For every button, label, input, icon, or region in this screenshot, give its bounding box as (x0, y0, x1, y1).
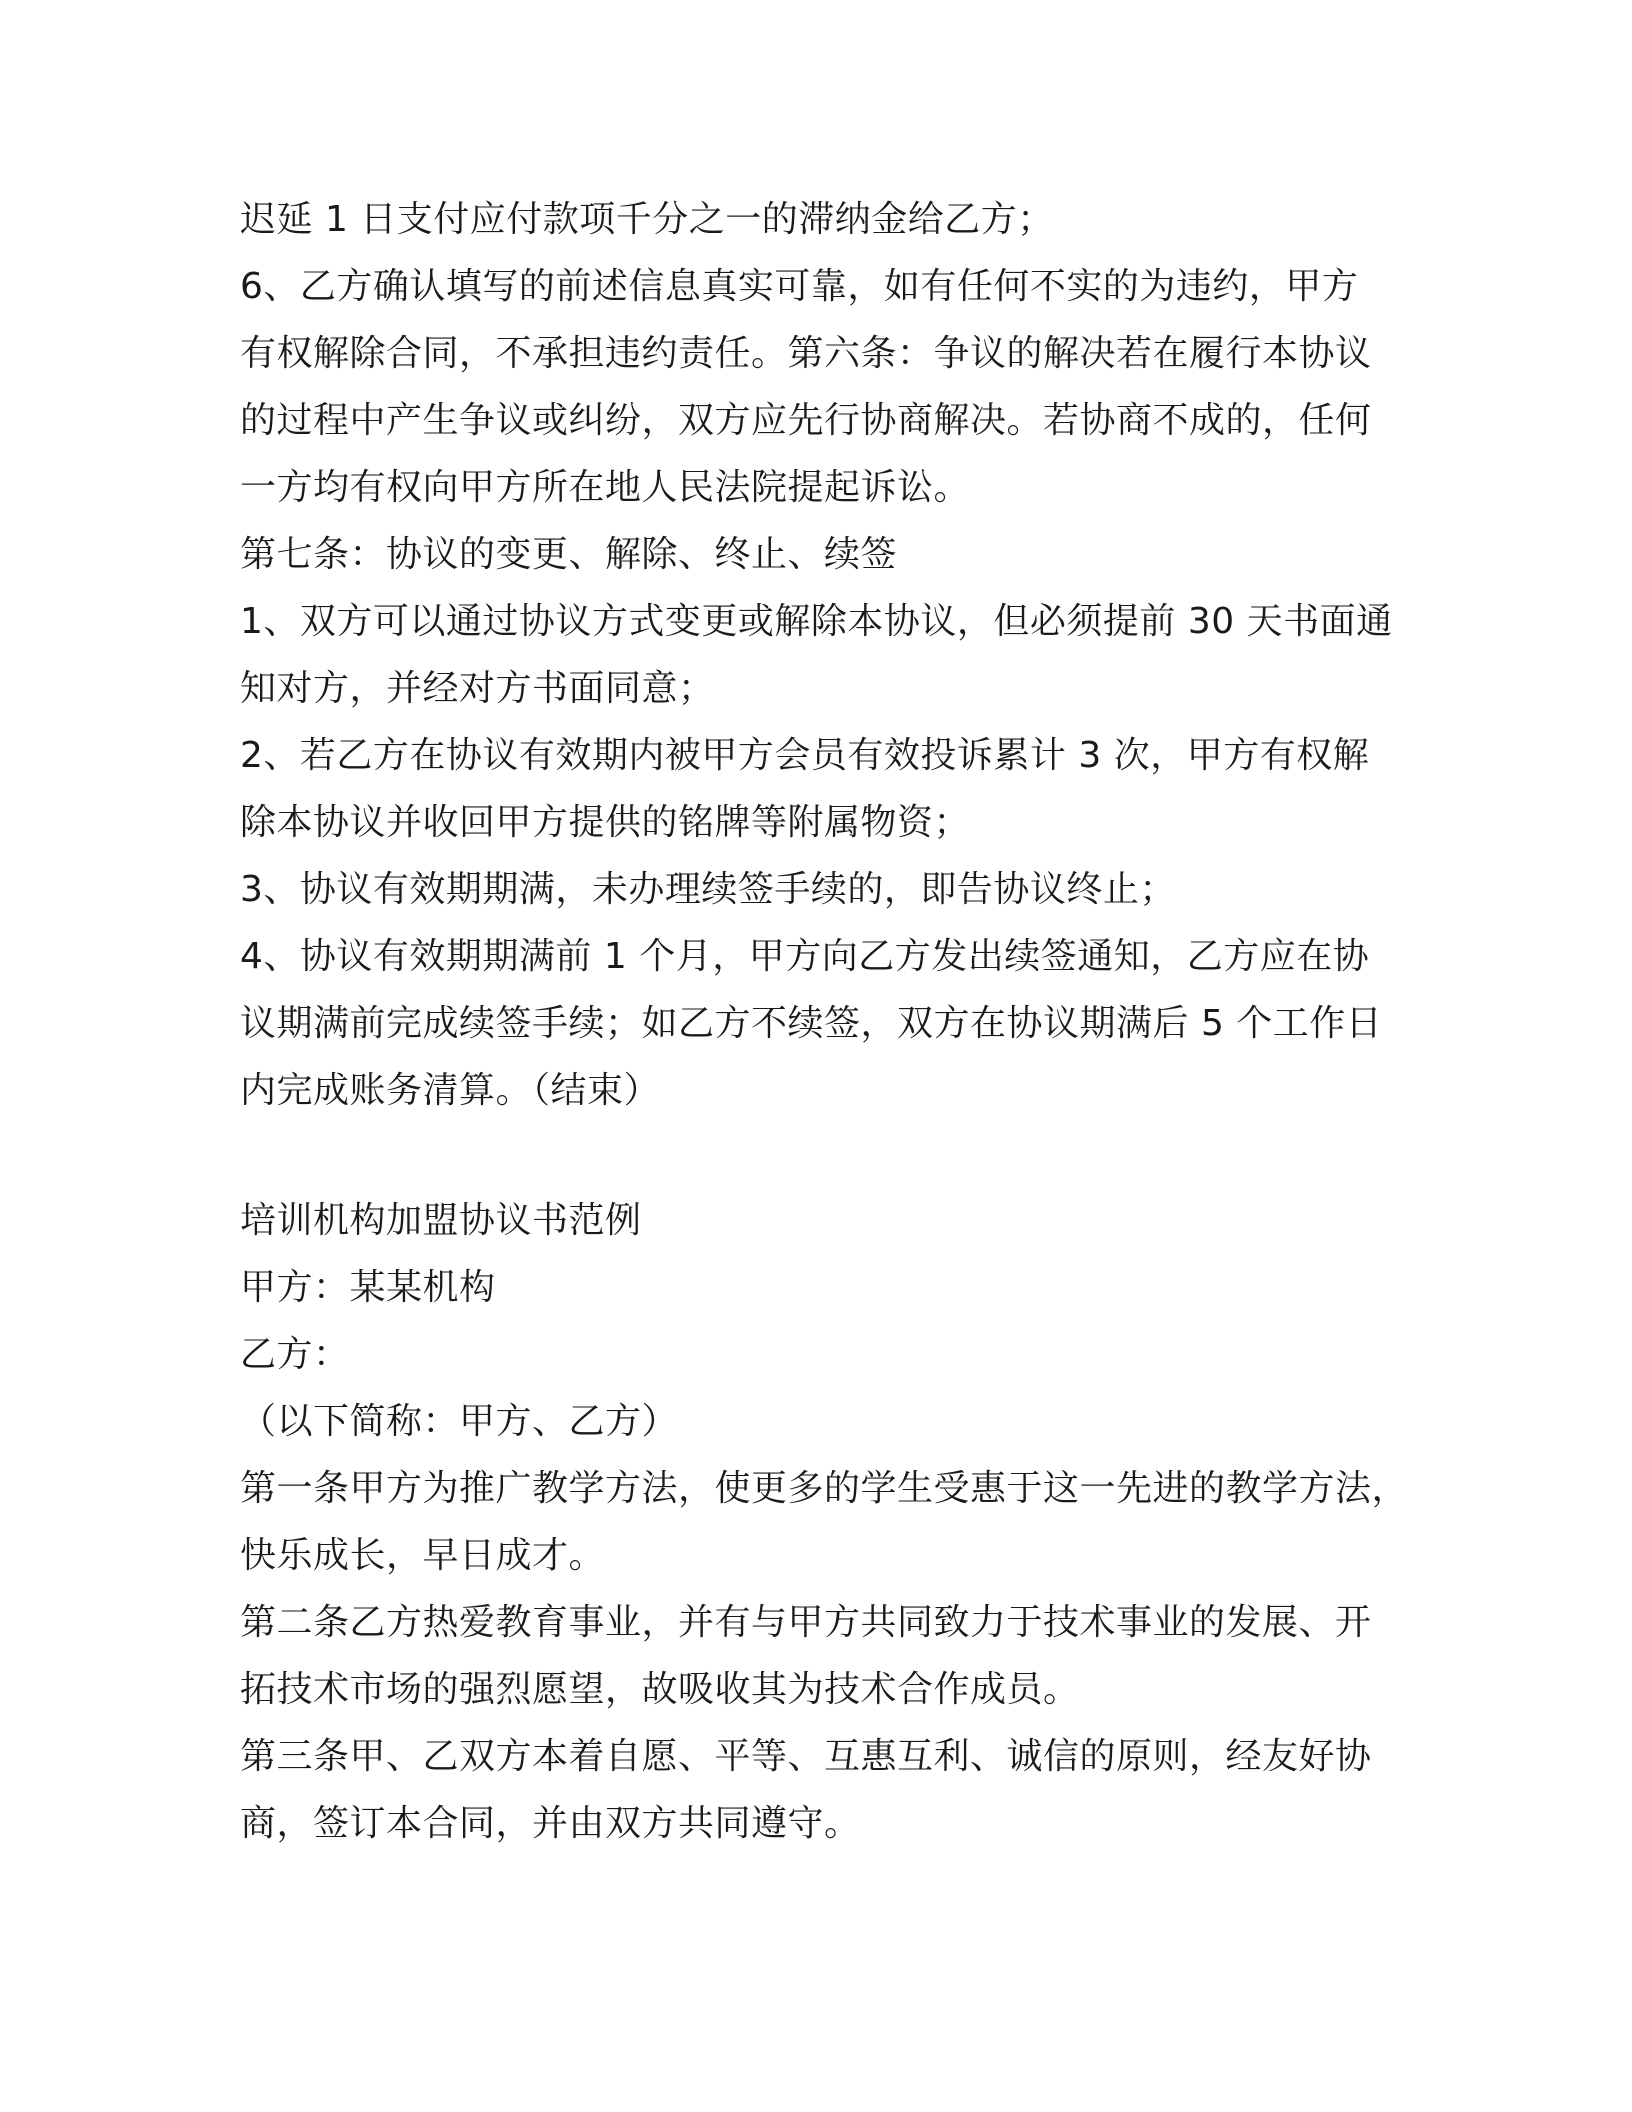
text-line: 除本协议并收回甲方提供的铭牌等附属物资； (240, 802, 971, 843)
text-line: 一方均有权向甲方所在地人民法院提起诉讼。 (240, 467, 971, 508)
text-line: 6、乙方确认填写的前述信息真实可靠，如有任何不实的为违约，甲方 (240, 266, 1359, 307)
article-heading: 第七条：协议的变更、解除、终止、续签 (240, 534, 898, 575)
text-line: 的过程中产生争议或纠纷，双方应先行协商解决。若协商不成的，任何 (240, 400, 1372, 441)
text-line: 第一条甲方为推广教学方法，使更多的学生受惠于这一先进的教学方法， (240, 1468, 1409, 1509)
document-title: 培训机构加盟协议书范例 (240, 1200, 642, 1241)
text-line: 内完成账务清算。（结束） (240, 1070, 661, 1111)
text-line: 拓技术市场的强烈愿望，故吸收其为技术合作成员。 (240, 1669, 1080, 1710)
text-line: 议期满前完成续签手续；如乙方不续签，双方在协议期满后 5 个工作日 (240, 1003, 1383, 1044)
party-b-line: 乙方： (240, 1334, 350, 1375)
text-line: 快乐成长，早日成才。 (240, 1535, 606, 1576)
text-line: 第三条甲、乙双方本着自愿、平等、互惠互利、诚信的原则，经友好协 (240, 1736, 1372, 1777)
abbreviation-note: （以下简称：甲方、乙方） (240, 1401, 679, 1442)
text-line: 商，签订本合同，并由双方共同遵守。 (240, 1803, 861, 1844)
text-line: 第二条乙方热爱教育事业，并有与甲方共同致力于技术事业的发展、开 (240, 1602, 1372, 1643)
agreement-terms-section (240, 186, 1420, 1124)
franchise-agreement-section (240, 1187, 1420, 1857)
text-line: 3、协议有效期期满，未办理续签手续的，即告协议终止； (240, 869, 1176, 910)
text-line: 知对方，并经对方书面同意； (240, 668, 715, 709)
text-line: 2、若乙方在协议有效期内被甲方会员有效投诉累计 3 次，甲方有权解 (240, 735, 1370, 776)
text-line: 4、协议有效期期满前 1 个月，甲方向乙方发出续签通知，乙方应在协 (240, 936, 1370, 977)
text-line: 1、双方可以通过协议方式变更或解除本协议，但必须提前 30 天书面通 (240, 601, 1393, 642)
text-line: 有权解除合同，不承担违约责任。第六条：争议的解决若在履行本协议 (240, 333, 1372, 374)
text-line: 迟延 1 日支付应付款项千分之一的滞纳金给乙方； (240, 199, 1054, 240)
party-a-line: 甲方：某某机构 (240, 1267, 496, 1308)
